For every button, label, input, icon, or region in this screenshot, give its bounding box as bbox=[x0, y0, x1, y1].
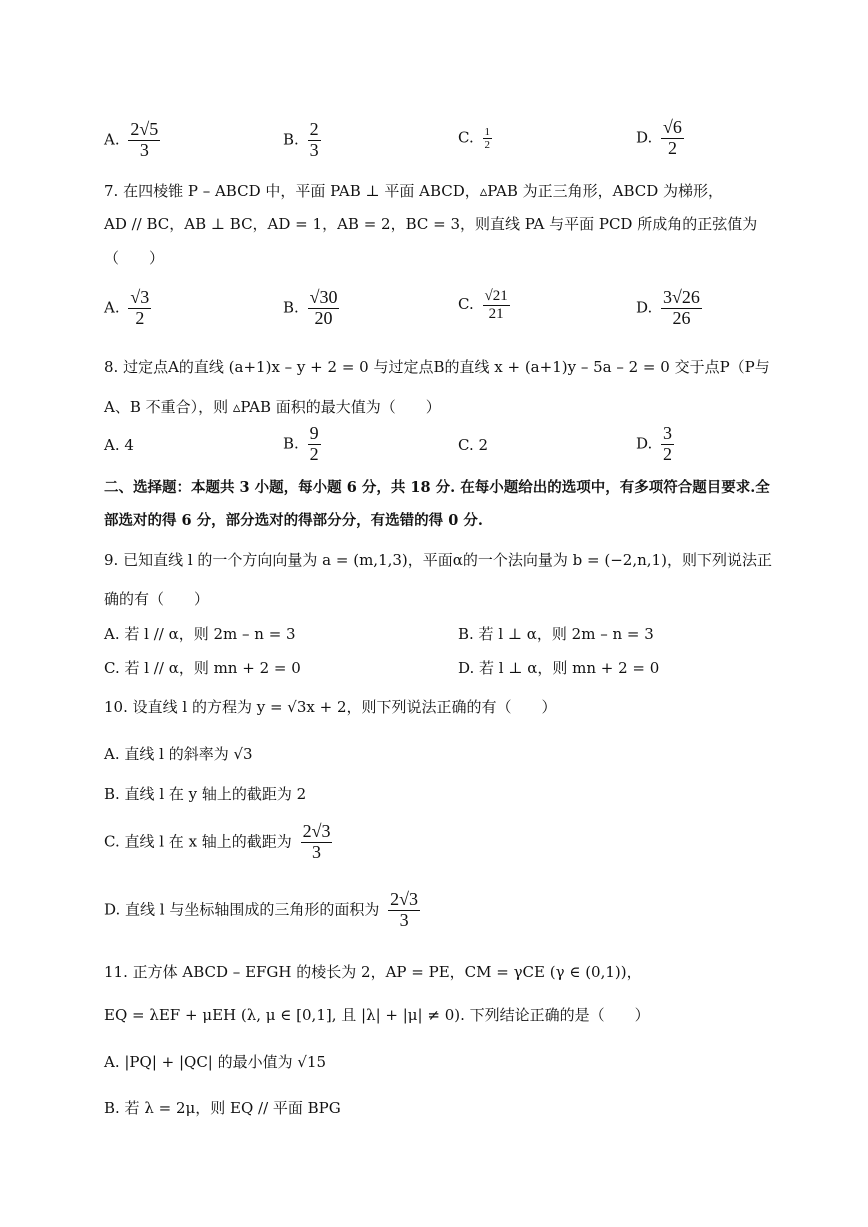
q8-option-b[interactable] bbox=[283, 424, 321, 465]
numerator: 2√5 bbox=[130, 119, 159, 139]
q7-answer-paren: （ ） bbox=[104, 249, 165, 267]
q8-option-d[interactable] bbox=[636, 424, 674, 465]
option-label: B. bbox=[283, 434, 299, 453]
option-label: A. bbox=[104, 130, 120, 149]
denominator: 20 bbox=[314, 307, 333, 328]
option-label: A. bbox=[104, 298, 120, 317]
q11-stem-line2: EQ = λEF + μEH (λ, μ ∈ [0,1], 且 |λ| + |μ| ≠ 0). 下列结论正确的是（ ） bbox=[104, 1006, 650, 1024]
q6-option-d[interactable] bbox=[636, 118, 684, 159]
numerator: 2√3 bbox=[302, 821, 331, 841]
numerator: 9 bbox=[309, 423, 319, 443]
numerator: 3 bbox=[663, 423, 673, 443]
fraction bbox=[661, 424, 674, 465]
fraction bbox=[128, 120, 160, 161]
option-text: C. 直线 l 在 x 轴上的截距为 bbox=[104, 832, 292, 851]
fraction bbox=[128, 288, 151, 329]
denominator: 3 bbox=[312, 841, 322, 862]
denominator: 3 bbox=[309, 139, 319, 160]
q7-option-c[interactable] bbox=[458, 288, 510, 322]
option-text: D. 直线 l 与坐标轴围成的三角形的面积为 bbox=[104, 900, 380, 919]
q7-option-b[interactable] bbox=[283, 288, 339, 329]
q9-option-a[interactable]: A. 若 l // α，则 2m – n = 3 bbox=[104, 625, 296, 643]
option-label: D. bbox=[636, 434, 653, 453]
q10-stem: 10. 设直线 l 的方程为 y = √3x + 2，则下列说法正确的有（ ） bbox=[104, 698, 557, 716]
section2-heading-line2: 部选对的得 6 分，部分选对的得部分分，有选错的得 0 分. bbox=[104, 512, 483, 529]
denominator: 2 bbox=[309, 443, 319, 464]
fraction bbox=[301, 822, 333, 863]
numerator: 1 bbox=[484, 126, 490, 138]
numerator: √30 bbox=[309, 287, 338, 307]
q9-stem-line1: 9. 已知直线 l 的一个方向向量为 a = (m,1,3)，平面α的一个法向量为 b = (−2,n,1)，则下列说法正 bbox=[104, 551, 772, 569]
fraction bbox=[661, 288, 702, 329]
fraction bbox=[483, 288, 510, 322]
q10-option-b[interactable]: B. 直线 l 在 y 轴上的截距为 2 bbox=[104, 785, 307, 803]
denominator: 2 bbox=[484, 139, 490, 152]
fraction bbox=[661, 118, 684, 159]
section2-heading-line1: 二、选择题：本题共 3 小题，每小题 6 分，共 18 分. 在每小题给出的选项中，有多项符合题目要求.全 bbox=[104, 479, 770, 496]
denominator: 2 bbox=[663, 443, 673, 464]
option-label: B. bbox=[283, 298, 299, 317]
fraction bbox=[388, 890, 420, 931]
numerator: √6 bbox=[663, 117, 682, 137]
fraction bbox=[308, 424, 321, 465]
denominator: 3 bbox=[139, 139, 149, 160]
numerator: 2 bbox=[309, 119, 319, 139]
option-label: D. bbox=[636, 298, 653, 317]
q7-stem-line2: AD // BC，AB ⊥ BC，AD = 1，AB = 2，BC = 3，则直线 PA 与平面 PCD 所成角的正弦值为 bbox=[104, 215, 758, 233]
fraction bbox=[308, 288, 340, 329]
numerator: 2√3 bbox=[390, 889, 419, 909]
q11-stem-line1: 11. 正方体 ABCD – EFGH 的棱长为 2，AP = PE，CM = γCE (γ ∈ (0,1))， bbox=[104, 963, 642, 981]
q6-option-a[interactable] bbox=[104, 120, 160, 161]
q8-stem-line1: 8. 过定点A的直线 (a+1)x – y + 2 = 0 与过定点B的直线 x + (a+1)y – 5a – 2 = 0 交于点P（P与 bbox=[104, 358, 770, 376]
q9-option-b[interactable]: B. 若 l ⊥ α，则 2m – n = 3 bbox=[458, 625, 654, 643]
option-label: B. bbox=[283, 130, 299, 149]
q6-option-c[interactable] bbox=[458, 126, 492, 151]
numerator: √21 bbox=[484, 288, 508, 304]
denominator: 2 bbox=[135, 307, 145, 328]
denominator: 21 bbox=[488, 305, 504, 322]
q8-stem-line2: A、B 不重合），则 ▵PAB 面积的最大值为（ ） bbox=[104, 398, 441, 416]
option-label: C. bbox=[458, 295, 474, 313]
denominator: 3 bbox=[399, 909, 409, 930]
q7-option-a[interactable] bbox=[104, 288, 151, 329]
q11-option-b[interactable]: B. 若 λ = 2μ，则 EQ // 平面 BPG bbox=[104, 1099, 341, 1117]
denominator: 26 bbox=[672, 307, 691, 328]
numerator: √3 bbox=[130, 287, 150, 307]
q10-option-c[interactable] bbox=[104, 822, 332, 863]
fraction bbox=[483, 126, 493, 151]
q7-option-d[interactable] bbox=[636, 288, 702, 329]
numerator: 3√26 bbox=[663, 287, 700, 307]
q8-option-c[interactable]: C. 2 bbox=[458, 436, 489, 454]
q10-option-d[interactable] bbox=[104, 890, 420, 931]
option-label: D. bbox=[636, 128, 653, 147]
fraction bbox=[308, 120, 321, 161]
q11-option-a[interactable]: A. |PQ| + |QC| 的最小值为 √15 bbox=[104, 1053, 327, 1071]
denominator: 2 bbox=[667, 137, 677, 158]
q9-stem-line2: 确的有（ ） bbox=[104, 590, 210, 608]
q9-option-c[interactable]: C. 若 l // α，则 mn + 2 = 0 bbox=[104, 659, 301, 677]
q6-option-b[interactable] bbox=[283, 120, 321, 161]
q10-option-a[interactable]: A. 直线 l 的斜率为 √3 bbox=[104, 745, 253, 763]
option-label: C. bbox=[458, 128, 474, 147]
q8-option-a[interactable]: A. 4 bbox=[104, 436, 134, 454]
q9-option-d[interactable]: D. 若 l ⊥ α，则 mn + 2 = 0 bbox=[458, 659, 660, 677]
q7-stem-line1: 7. 在四棱锥 P – ABCD 中，平面 PAB ⊥ 平面 ABCD，▵PAB 为正三角形，ABCD 为梯形， bbox=[104, 182, 724, 200]
